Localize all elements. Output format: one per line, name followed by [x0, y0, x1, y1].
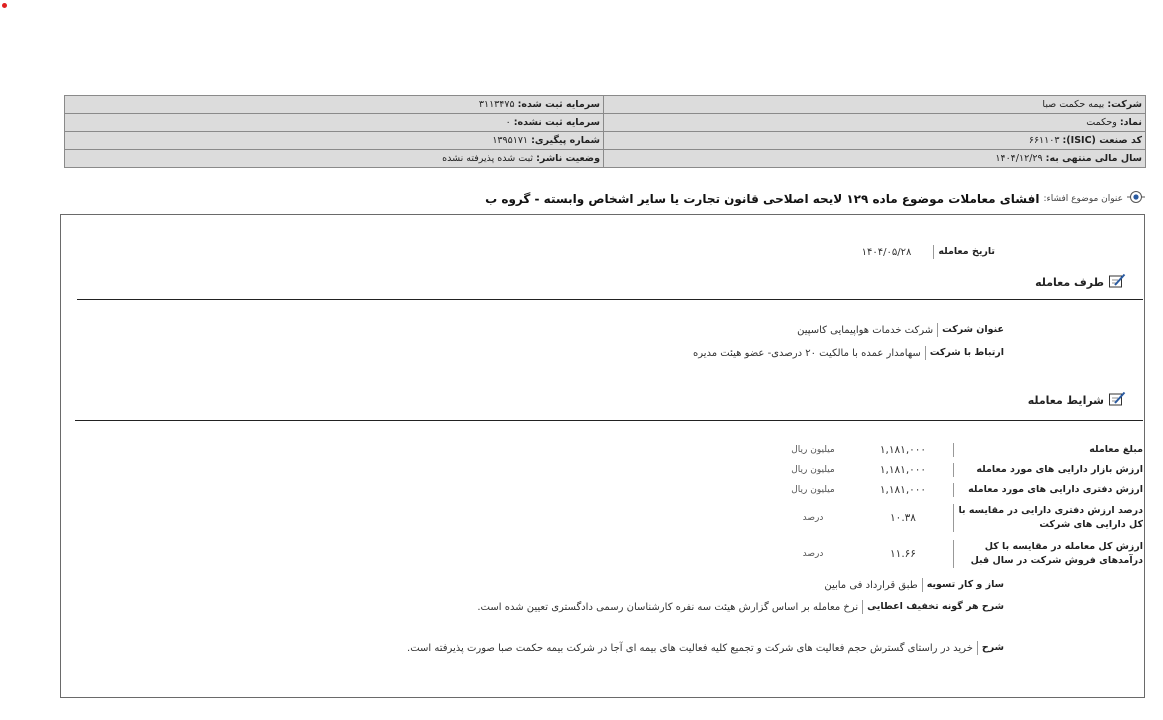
relation-row [693, 346, 1004, 360]
terms-row-label: ارزش کل معامله در مقایسه با کل درآمدهای فروش شرکت در سال قبل [953, 540, 1143, 568]
discount-row [477, 600, 1004, 614]
terms-row [98, 483, 1143, 497]
info-row [65, 150, 1146, 168]
transaction-date-value: ۱۴۰۴/۰۵/۲۸ [861, 246, 912, 258]
info-value: وحکمت [1086, 117, 1117, 128]
info-row [65, 132, 1146, 150]
terms-heading-text: شرایط معامله [1027, 394, 1104, 407]
terms-row-value: ۱۰.۳۸ [890, 512, 916, 524]
relation-value: سهامدار عمده با مالکیت ۲۰ درصدی- عضو هیئت مدیره [692, 347, 921, 359]
terms-divider [75, 420, 1143, 421]
info-value: ۳۱۱۳۴۷۵ [478, 99, 515, 110]
info-key: شرکت: [1107, 99, 1142, 110]
info-cell [65, 132, 604, 150]
terms-row [98, 540, 1143, 568]
target-icon [1127, 189, 1145, 208]
settlement-value: طبق قرارداد فی مابین [824, 579, 918, 591]
info-cell [65, 114, 604, 132]
company-row [797, 323, 1004, 337]
info-key: سال مالی منتهی به: [1045, 153, 1142, 164]
description-value: خرید در راستای گسترش حجم فعالیت های شرکت و تجمیع کلیه فعالیت های بیمه ای آجا در شرکت بیمه حکمت صبا صورت پذیرفته است. [407, 642, 973, 654]
terms-row-label: ارزش بازار دارایی های مورد معامله [953, 463, 1143, 477]
description-label: شرح [977, 641, 1004, 655]
info-key: کد صنعت (ISIC): [1062, 135, 1142, 146]
discount-label: شرح هر گونه تخفیف اعطایی [862, 600, 1004, 614]
terms-row [98, 504, 1143, 532]
discount-value: نرخ معامله بر اساس گزارش هیئت سه نفره کارشناسان رسمی دادگستری تعیین شده است. [477, 601, 859, 613]
transaction-date-label: تاریخ معامله [933, 245, 995, 259]
info-cell [604, 96, 1146, 114]
terms-row-label: درصد ارزش دفتری دارایی در مقایسه با کل دارایی های شرکت [953, 504, 1143, 532]
info-cell [604, 150, 1146, 168]
disclosure-panel [60, 214, 1145, 698]
info-value: ۰ [505, 117, 511, 128]
info-key: نماد: [1119, 117, 1142, 128]
terms-row-value: ۱,۱۸۱,۰۰۰ [879, 464, 927, 476]
terms-row-unit: میلیون ریال [791, 465, 835, 475]
party-divider [77, 299, 1143, 300]
info-value: ثبت شده پذیرفته نشده [442, 153, 534, 164]
terms-row [98, 463, 1143, 477]
subject-line [485, 189, 1145, 208]
red-dot-marker [2, 3, 7, 8]
info-key: سرمایه ثبت شده: [517, 99, 600, 110]
company-info-table [64, 95, 1146, 168]
subject-title: افشای معاملات موضوع ماده ۱۲۹ لایحه اصلاحی قانون تجارت یا سایر اشخاص وابسته - گروه ب [485, 191, 1040, 206]
transaction-date-row [862, 245, 995, 259]
info-value: بیمه حکمت صبا [1042, 99, 1105, 110]
edit-note-icon [1108, 273, 1126, 292]
relation-label: ارتباط با شرکت [925, 346, 1004, 360]
party-heading-text: طرف معامله [1035, 276, 1104, 289]
terms-section-heading [1028, 391, 1126, 410]
company-label: عنوان شرکت [937, 323, 1004, 337]
terms-row-unit: درصد [802, 513, 824, 523]
settlement-label: ساز و کار تسویه [922, 578, 1004, 592]
party-section-heading [1035, 273, 1126, 292]
info-key: وضعیت ناشر: [536, 153, 600, 164]
subject-label: عنوان موضوع افشاء: [1043, 193, 1123, 204]
terms-row-label: مبلغ معامله [953, 443, 1143, 457]
terms-row-unit: درصد [802, 549, 824, 559]
terms-row-value: ۱,۱۸۱,۰۰۰ [879, 444, 927, 456]
info-cell [65, 150, 604, 168]
info-value: ۶۶۱۱۰۳ [1028, 135, 1060, 146]
settlement-row [824, 578, 1004, 592]
terms-row [98, 443, 1143, 457]
info-row [65, 96, 1146, 114]
edit-note-icon [1108, 391, 1126, 410]
terms-row-label: ارزش دفتری دارایی های مورد معامله [953, 483, 1143, 497]
description-row [407, 641, 1004, 655]
terms-row-value: ۱۱.۶۶ [890, 548, 916, 560]
terms-row-value: ۱,۱۸۱,۰۰۰ [879, 484, 927, 496]
company-value: شرکت خدمات هواپیمایی کاسپین [797, 324, 934, 336]
info-row [65, 114, 1146, 132]
info-value: ۱۳۹۵۱۷۱ [492, 135, 529, 146]
info-cell [604, 114, 1146, 132]
info-key: شماره پیگیری: [531, 135, 600, 146]
info-cell [604, 132, 1146, 150]
info-key: سرمایه ثبت نشده: [513, 117, 600, 128]
info-cell [65, 96, 604, 114]
terms-row-unit: میلیون ریال [791, 445, 835, 455]
info-value: ۱۴۰۴/۱۲/۲۹ [995, 153, 1043, 164]
terms-row-unit: میلیون ریال [791, 485, 835, 495]
